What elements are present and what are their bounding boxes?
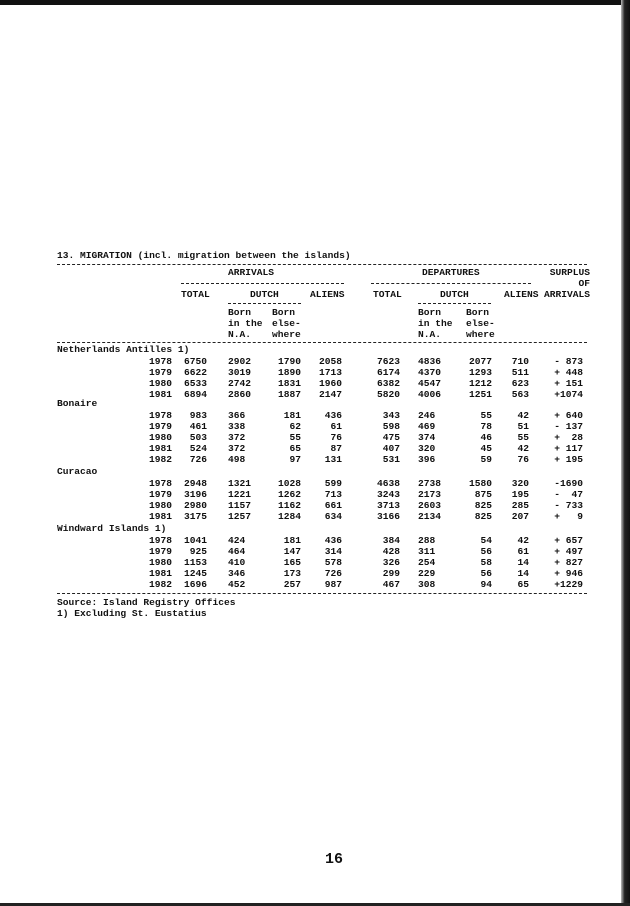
- table-cell: 1321: [228, 478, 252, 489]
- table-cell: 1157: [228, 500, 252, 511]
- table-cell: 65: [289, 443, 301, 454]
- table-cell: 7623: [376, 356, 400, 367]
- table-cell: 623: [511, 378, 529, 389]
- row-year: 1981: [148, 389, 172, 400]
- row-year: 1978: [148, 410, 172, 421]
- row-year: 1982: [148, 454, 172, 465]
- table-cell: 925: [189, 546, 207, 557]
- divider: [57, 264, 587, 265]
- table-cell: 452: [228, 579, 246, 590]
- divider: [57, 342, 587, 343]
- table-cell: 165: [283, 557, 301, 568]
- table-cell: 311: [418, 546, 436, 557]
- table-cell: 1245: [183, 568, 207, 579]
- table-cell: 372: [228, 443, 246, 454]
- table-cell: + 9: [554, 511, 583, 522]
- table-cell: + 497: [554, 546, 583, 557]
- table-cell: + 946: [554, 568, 583, 579]
- table-cell: 87: [330, 443, 342, 454]
- table-cell: 257: [283, 579, 301, 590]
- table-cell: 875: [474, 489, 492, 500]
- table-cell: 6174: [376, 367, 400, 378]
- row-year: 1978: [148, 356, 172, 367]
- table-cell: 3175: [183, 511, 207, 522]
- table-cell: 1887: [277, 389, 301, 400]
- table-cell: 2738: [418, 478, 442, 489]
- table-cell: 1293: [468, 367, 492, 378]
- arr-born-else-3: where: [272, 329, 301, 340]
- table-cell: 4638: [376, 478, 400, 489]
- table-cell: 195: [511, 489, 529, 500]
- table-cell: 366: [228, 410, 246, 421]
- divider: [418, 303, 491, 304]
- table-cell: + 195: [554, 454, 583, 465]
- row-year: 1978: [148, 535, 172, 546]
- table-cell: 578: [324, 557, 342, 568]
- table-cell: 461: [189, 421, 207, 432]
- table-cell: 3166: [376, 511, 400, 522]
- table-cell: 825: [474, 511, 492, 522]
- table-cell: 320: [511, 478, 529, 489]
- table-cell: 76: [330, 432, 342, 443]
- table-cell: 4006: [418, 389, 442, 400]
- table-cell: 407: [382, 443, 400, 454]
- table-cell: 2134: [418, 511, 442, 522]
- table-cell: 55: [480, 410, 492, 421]
- table-cell: 338: [228, 421, 246, 432]
- table-cell: 346: [228, 568, 246, 579]
- divider: [181, 283, 344, 284]
- table-cell: 320: [418, 443, 436, 454]
- table-cell: 2147: [318, 389, 342, 400]
- dep-born-else-3: where: [466, 329, 495, 340]
- table-cell: 6894: [183, 389, 207, 400]
- table-cell: 97: [289, 454, 301, 465]
- table-cell: 2058: [318, 356, 342, 367]
- table-cell: 343: [382, 410, 400, 421]
- row-year: 1979: [148, 546, 172, 557]
- table-cell: 246: [418, 410, 436, 421]
- table-cell: 58: [480, 557, 492, 568]
- table-cell: -1690: [554, 478, 583, 489]
- table-cell: 1713: [318, 367, 342, 378]
- table-cell: 3019: [228, 367, 252, 378]
- table-cell: 713: [324, 489, 342, 500]
- table-cell: 6750: [183, 356, 207, 367]
- table-cell: 1580: [468, 478, 492, 489]
- table-title: 13. MIGRATION (incl. migration between the islands): [57, 250, 351, 261]
- table-cell: 498: [228, 454, 246, 465]
- table-cell: 254: [418, 557, 436, 568]
- table-cell: 181: [283, 410, 301, 421]
- table-cell: - 47: [554, 489, 583, 500]
- row-year: 1979: [148, 489, 172, 500]
- table-cell: 598: [382, 421, 400, 432]
- table-cell: 726: [324, 568, 342, 579]
- table-cell: 65: [517, 579, 529, 590]
- table-cell: 825: [474, 500, 492, 511]
- footnote: 1) Excluding St. Eustatius: [57, 608, 207, 619]
- table-cell: 384: [382, 535, 400, 546]
- table-cell: 1257: [228, 511, 252, 522]
- surplus-header-1: SURPLUS: [549, 267, 590, 278]
- divider: [228, 303, 301, 304]
- arr-born-na-1: Born: [228, 307, 252, 318]
- table-cell: 1041: [183, 535, 207, 546]
- table-cell: 599: [324, 478, 342, 489]
- arr-dutch-header: DUTCH: [250, 289, 279, 300]
- table-cell: 634: [324, 511, 342, 522]
- table-cell: + 827: [554, 557, 583, 568]
- row-year: 1979: [148, 421, 172, 432]
- table-cell: 710: [511, 356, 529, 367]
- table-cell: + 657: [554, 535, 583, 546]
- dep-born-na-1: Born: [418, 307, 442, 318]
- table-cell: 436: [324, 535, 342, 546]
- table-cell: 1221: [228, 489, 252, 500]
- table-cell: 2742: [228, 378, 252, 389]
- row-year: 1980: [148, 378, 172, 389]
- table-cell: +1229: [554, 579, 583, 590]
- table-cell: 326: [382, 557, 400, 568]
- table-cell: 55: [517, 432, 529, 443]
- arr-total-header: TOTAL: [181, 289, 210, 300]
- dep-dutch-header: DUTCH: [440, 289, 469, 300]
- table-cell: 1251: [468, 389, 492, 400]
- row-year: 1979: [148, 367, 172, 378]
- table-cell: 467: [382, 579, 400, 590]
- table-cell: 56: [480, 546, 492, 557]
- surplus-header-3: ARRIVALS: [543, 289, 590, 300]
- table-cell: 61: [517, 546, 529, 557]
- table-cell: 42: [517, 535, 529, 546]
- table-cell: 464: [228, 546, 246, 557]
- row-year: 1981: [148, 511, 172, 522]
- table-cell: 51: [517, 421, 529, 432]
- table-cell: 207: [511, 511, 529, 522]
- table-cell: 6533: [183, 378, 207, 389]
- table-cell: 1890: [277, 367, 301, 378]
- table-cell: 2948: [183, 478, 207, 489]
- dep-born-na-2: in the: [418, 318, 453, 329]
- divider: [371, 283, 531, 284]
- arr-born-na-3: N.A.: [228, 329, 252, 340]
- dep-born-else-2: else-: [466, 318, 495, 329]
- row-year: 1980: [148, 557, 172, 568]
- table-cell: + 640: [554, 410, 583, 421]
- row-year: 1980: [148, 500, 172, 511]
- row-year: 1981: [148, 443, 172, 454]
- divider: [57, 593, 587, 594]
- table-cell: 181: [283, 535, 301, 546]
- table-cell: 299: [382, 568, 400, 579]
- table-cell: 503: [189, 432, 207, 443]
- scan-border-right: [621, 0, 630, 906]
- table-cell: - 873: [554, 356, 583, 367]
- arr-born-else-1: Born: [272, 307, 296, 318]
- table-cell: 308: [418, 579, 436, 590]
- table-cell: 285: [511, 500, 529, 511]
- table-cell: +1074: [554, 389, 583, 400]
- table-cell: 229: [418, 568, 436, 579]
- table-cell: 54: [480, 535, 492, 546]
- arrivals-header: ARRIVALS: [228, 267, 275, 278]
- table-cell: 46: [480, 432, 492, 443]
- table-cell: 469: [418, 421, 436, 432]
- dep-aliens-header: ALIENS: [504, 289, 539, 300]
- table-cell: 4836: [418, 356, 442, 367]
- table-cell: 59: [480, 454, 492, 465]
- source-note: Source: Island Registry Offices: [57, 597, 236, 608]
- departures-header: DEPARTURES: [422, 267, 480, 278]
- table-cell: 173: [283, 568, 301, 579]
- table-cell: 531: [382, 454, 400, 465]
- table-cell: 475: [382, 432, 400, 443]
- table-cell: 2603: [418, 500, 442, 511]
- arr-aliens-header: ALIENS: [310, 289, 345, 300]
- section-label: Windward Islands 1): [57, 523, 167, 534]
- table-cell: 2173: [418, 489, 442, 500]
- section-label: Netherlands Antilles 1): [57, 344, 190, 355]
- table-cell: 2902: [228, 356, 252, 367]
- surplus-header-2: OF: [578, 278, 590, 289]
- table-cell: 6382: [376, 378, 400, 389]
- table-cell: 2077: [468, 356, 492, 367]
- table-cell: 374: [418, 432, 436, 443]
- table-cell: + 151: [554, 378, 583, 389]
- table-cell: 288: [418, 535, 436, 546]
- table-cell: 55: [289, 432, 301, 443]
- table-cell: + 117: [554, 443, 583, 454]
- table-cell: 396: [418, 454, 436, 465]
- table-cell: 1790: [277, 356, 301, 367]
- table-cell: 983: [189, 410, 207, 421]
- table-cell: 4547: [418, 378, 442, 389]
- table-cell: + 28: [554, 432, 583, 443]
- section-label: Bonaire: [57, 398, 98, 409]
- scan-border-top: [0, 0, 630, 5]
- table-cell: 563: [511, 389, 529, 400]
- table-cell: - 733: [554, 500, 583, 511]
- table-cell: 94: [480, 579, 492, 590]
- row-year: 1981: [148, 568, 172, 579]
- arr-born-na-2: in the: [228, 318, 263, 329]
- table-cell: 428: [382, 546, 400, 557]
- page-number: 16: [325, 851, 344, 868]
- table-cell: 3196: [183, 489, 207, 500]
- table-cell: 1028: [277, 478, 301, 489]
- row-year: 1980: [148, 432, 172, 443]
- row-year: 1982: [148, 579, 172, 590]
- table-cell: 314: [324, 546, 342, 557]
- table-cell: 42: [517, 410, 529, 421]
- arr-born-else-2: else-: [272, 318, 301, 329]
- table-cell: 131: [324, 454, 342, 465]
- table-cell: 56: [480, 568, 492, 579]
- table-cell: 61: [330, 421, 342, 432]
- table-cell: 45: [480, 443, 492, 454]
- table-cell: 62: [289, 421, 301, 432]
- table-cell: 410: [228, 557, 246, 568]
- table-cell: 147: [283, 546, 301, 557]
- section-label: Curacao: [57, 466, 98, 477]
- table-cell: 2980: [183, 500, 207, 511]
- table-cell: 2860: [228, 389, 252, 400]
- table-cell: 1162: [277, 500, 301, 511]
- table-cell: 372: [228, 432, 246, 443]
- dep-born-na-3: N.A.: [418, 329, 442, 340]
- table-cell: 14: [517, 557, 529, 568]
- table-cell: 987: [324, 579, 342, 590]
- table-cell: - 137: [554, 421, 583, 432]
- table-cell: 78: [480, 421, 492, 432]
- table-cell: 42: [517, 443, 529, 454]
- table-cell: 1284: [277, 511, 301, 522]
- table-cell: 511: [511, 367, 529, 378]
- table-cell: 3243: [376, 489, 400, 500]
- table-cell: 1696: [183, 579, 207, 590]
- table-cell: 6622: [183, 367, 207, 378]
- table-cell: 661: [324, 500, 342, 511]
- table-cell: 424: [228, 535, 246, 546]
- table-cell: 14: [517, 568, 529, 579]
- table-cell: 436: [324, 410, 342, 421]
- table-cell: + 448: [554, 367, 583, 378]
- row-year: 1978: [148, 478, 172, 489]
- table-cell: 1212: [468, 378, 492, 389]
- table-cell: 1960: [318, 378, 342, 389]
- dep-born-else-1: Born: [466, 307, 490, 318]
- table-cell: 76: [517, 454, 529, 465]
- table-cell: 5820: [376, 389, 400, 400]
- table-cell: 1153: [183, 557, 207, 568]
- table-cell: 524: [189, 443, 207, 454]
- table-cell: 4370: [418, 367, 442, 378]
- table-cell: 1262: [277, 489, 301, 500]
- table-cell: 3713: [376, 500, 400, 511]
- table-cell: 726: [189, 454, 207, 465]
- table-cell: 1831: [277, 378, 301, 389]
- dep-total-header: TOTAL: [373, 289, 402, 300]
